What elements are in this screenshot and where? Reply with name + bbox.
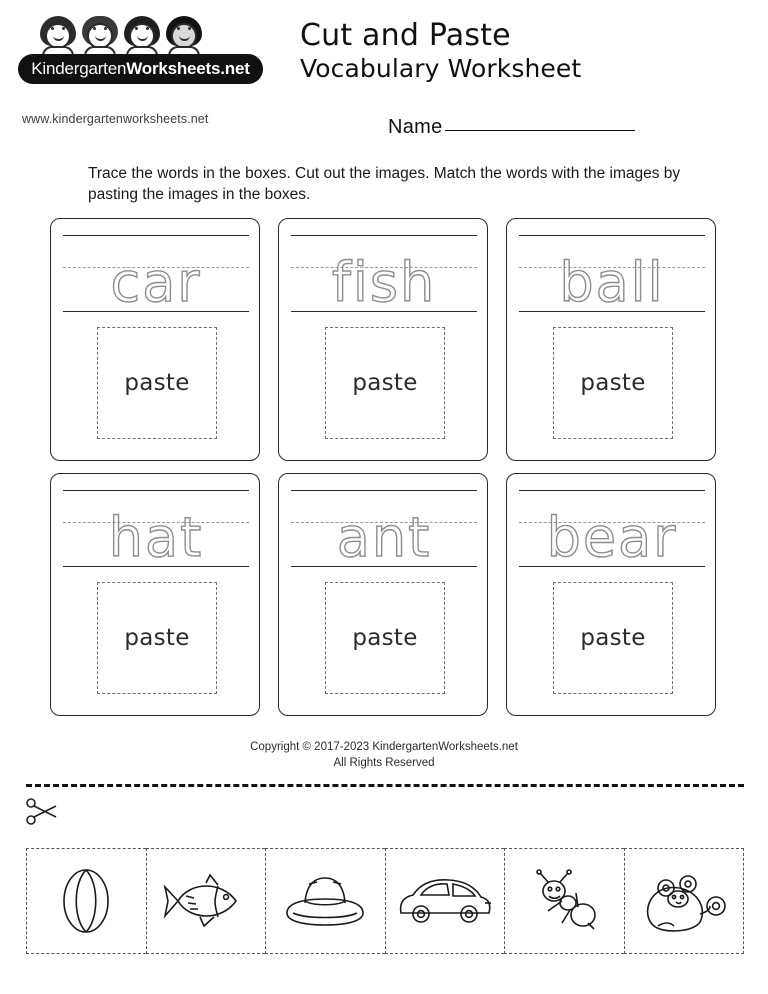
kid-icon-4	[164, 16, 204, 58]
cut-cell-ball[interactable]	[26, 848, 146, 954]
page-subtitle: Vocabulary Worksheet	[300, 54, 582, 84]
guide-line-top	[291, 490, 477, 491]
paste-box[interactable]	[325, 582, 445, 694]
paste-box[interactable]	[553, 327, 673, 439]
paste-label: paste	[124, 370, 190, 396]
cut-here-dashed-line	[26, 784, 744, 787]
name-field[interactable]	[388, 115, 635, 139]
trace-card-ball[interactable]	[506, 218, 716, 461]
logo-badge	[18, 14, 263, 86]
name-label: Name	[388, 116, 443, 138]
trace-word: ant	[336, 506, 432, 569]
paste-label: paste	[580, 370, 646, 396]
paste-box[interactable]	[325, 327, 445, 439]
logo-word-1: Kindergarten	[31, 59, 127, 78]
page-header	[0, 0, 768, 150]
trace-cards-grid	[50, 218, 718, 728]
cut-cell-hat[interactable]	[265, 848, 385, 954]
guide-line-top	[519, 235, 705, 236]
paste-box[interactable]	[553, 582, 673, 694]
copyright-line-2: All Rights Reserved	[333, 756, 435, 769]
fish-icon	[160, 872, 252, 930]
guide-line-top	[291, 235, 477, 236]
copyright-line-1: Copyright © 2017-2023 KindergartenWorksheets.net	[250, 741, 518, 753]
trace-word: hat	[108, 506, 204, 569]
instructions-text: Trace the words in the boxes. Cut out the images. Match the words with the images by pasting the images in the boxes.	[88, 165, 681, 204]
card-row-1	[50, 218, 718, 461]
paste-label: paste	[580, 625, 646, 651]
kid-icon-3	[122, 16, 162, 58]
scissors-icon	[26, 798, 60, 826]
cut-out-image-strip	[26, 848, 744, 954]
trace-word: bear	[546, 506, 678, 569]
logo-suffix: .net	[220, 59, 250, 78]
paste-box[interactable]	[97, 582, 217, 694]
trace-card-hat[interactable]	[50, 473, 260, 716]
cut-cell-fish[interactable]	[146, 848, 266, 954]
guide-line-top	[63, 235, 249, 236]
guide-line-top	[63, 490, 249, 491]
trace-word: car	[110, 251, 202, 314]
site-url: www.kindergartenworksheets.net	[22, 112, 209, 126]
bear-icon	[636, 866, 732, 936]
logo-wordmark	[18, 54, 263, 84]
site-logo[interactable]	[18, 14, 268, 86]
paste-label: paste	[124, 625, 190, 651]
card-row-2	[50, 473, 718, 716]
cut-cell-bear[interactable]	[624, 848, 745, 954]
name-blank-line[interactable]	[445, 115, 635, 131]
paste-box[interactable]	[97, 327, 217, 439]
trace-card-car[interactable]	[50, 218, 260, 461]
guide-line-top	[519, 490, 705, 491]
trace-card-fish[interactable]	[278, 218, 488, 461]
paste-label: paste	[352, 370, 418, 396]
trace-card-bear[interactable]	[506, 473, 716, 716]
page-title: Cut and Paste	[300, 18, 511, 53]
car-icon	[395, 873, 495, 929]
ball-icon	[55, 865, 117, 937]
paste-label: paste	[352, 625, 418, 651]
logo-word-2: Worksheets	[126, 59, 221, 78]
trace-word: fish	[331, 251, 437, 314]
title-block	[300, 20, 750, 83]
trace-word: ball	[559, 251, 665, 314]
copyright-block	[0, 740, 768, 771]
cut-cell-car[interactable]	[385, 848, 505, 954]
kid-icon-2	[80, 16, 120, 58]
hat-icon	[279, 873, 371, 929]
cut-cell-ant[interactable]	[504, 848, 624, 954]
trace-card-ant[interactable]	[278, 473, 488, 716]
ant-icon	[526, 869, 602, 933]
four-kids-icon	[38, 16, 78, 58]
